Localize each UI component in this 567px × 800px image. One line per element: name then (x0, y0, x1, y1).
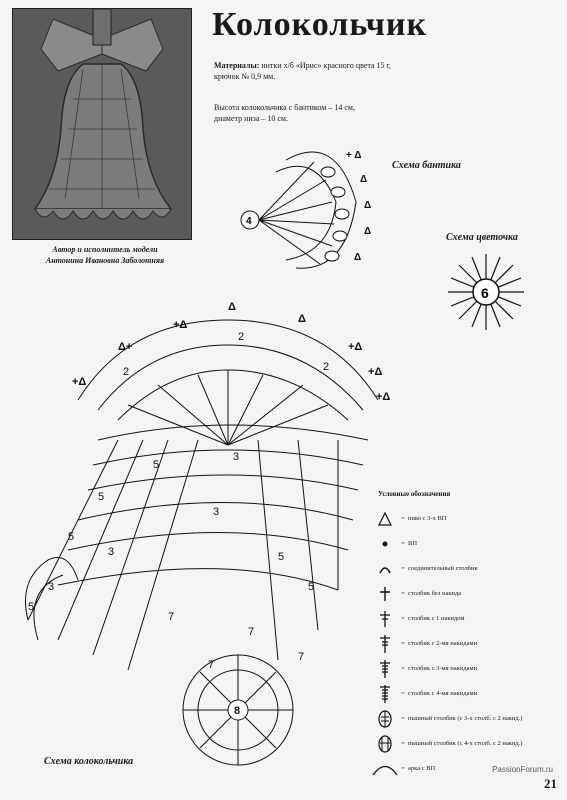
svg-text:+Δ: +Δ (173, 319, 188, 331)
flower-center-number: 6 (481, 285, 489, 301)
bow-scheme-label: Схема бантика (392, 160, 461, 171)
bell-photo (12, 8, 192, 240)
legend-item: = столбик без накида (372, 581, 562, 606)
bell-scheme-label: Схема колокольчика (44, 756, 134, 767)
legend (372, 490, 562, 781)
legend-item: = пико с 3-х ВП (372, 506, 562, 531)
legend-item-text: столбик без накида (408, 590, 462, 597)
materials-text (214, 60, 444, 82)
legend-title: Условные обозначения (378, 490, 451, 498)
legend-item: = столбик с 4-мя накидами (372, 681, 562, 706)
page-number: 21 (544, 776, 557, 791)
svg-text:Δ+: Δ+ (118, 341, 133, 353)
svg-text:Δ: Δ (228, 301, 236, 313)
materials-line-2: крючок № 0,9 мм. (214, 72, 276, 81)
legend-item-text: пышный столбик (с 3-х столб. с 2 накид.) (408, 715, 523, 722)
bell-label-5f: 5 (308, 581, 315, 593)
legend-item: = пышный столбик (с 4-х столб. с 2 накид.) (372, 731, 562, 756)
legend-item: = ВП (372, 531, 562, 556)
svg-text:Δ: Δ (354, 252, 362, 263)
svg-text:Δ: Δ (364, 226, 372, 237)
page-title: Колокольчик (212, 6, 428, 43)
legend-item-text: столбик с 3-мя накидами (408, 665, 478, 672)
bell-label-7a: 7 (168, 611, 175, 623)
svg-text:+Δ: +Δ (348, 341, 363, 353)
legend-item-text: пышный столбик (с 4-х столб. с 2 накид.) (408, 740, 523, 747)
bell-center-number: 8 (234, 705, 241, 717)
bell-label-3d: 3 (108, 546, 115, 558)
bell-label-2c: 2 (323, 361, 330, 373)
arc-small-icon (372, 559, 398, 579)
bow-scheme-diagram (236, 142, 376, 272)
materials-label: Материалы: (214, 61, 260, 70)
legend-item: = соединительный столбик (372, 556, 562, 581)
legend-item: = столбик с 1 накидом (372, 606, 562, 631)
puff3-icon (372, 709, 398, 729)
bell-label-5a: 5 (153, 459, 160, 471)
author-caption (20, 244, 190, 266)
bell-label-5e: 5 (278, 551, 285, 563)
legend-item: = столбик с 3-мя накидами (372, 656, 562, 681)
legend-item: = пышный столбик (с 3-х столб. с 2 накид.) (372, 706, 562, 731)
bell-label-7b: 7 (248, 626, 255, 638)
bell-scheme-diagram (8, 290, 391, 760)
bell-label-2b: 2 (238, 331, 245, 343)
bell-label-3b: 3 (213, 506, 220, 518)
legend-item-text: ВП (408, 540, 418, 547)
puff4-icon (372, 734, 398, 754)
svg-text:+Δ: +Δ (368, 366, 383, 378)
bell-label-5b: 5 (98, 491, 105, 503)
svg-text:Δ: Δ (298, 313, 306, 325)
dc3-icon (372, 659, 398, 679)
dot-icon (372, 534, 398, 554)
flower-scheme-diagram (444, 250, 528, 334)
bell-label-3a: 3 (233, 451, 240, 463)
size-line-1: Высота колокольчика с бантиком – 14 см, (214, 103, 355, 112)
svg-text:Δ: Δ (364, 200, 372, 211)
legend-item-text: арка с ВП (408, 765, 436, 772)
bell-label-5d: 5 (28, 601, 35, 613)
bell-label-7c: 7 (298, 651, 305, 663)
legend-item: = столбик с 2-мя накидами (372, 631, 562, 656)
bell-label-5c: 5 (68, 531, 75, 543)
triangle-icon (372, 509, 398, 529)
legend-item-text: соединительный столбик (408, 565, 478, 572)
arch-icon (372, 759, 398, 779)
watermark: PassionForum.ru (492, 765, 553, 774)
author-line-2: Антонина Ивановна Заболотняя (45, 256, 165, 265)
legend-item-text: пико с 3-х ВП (408, 515, 447, 522)
legend-item-text: столбик с 1 накидом (408, 615, 465, 622)
legend-item-text: столбик с 2-мя накидами (408, 640, 478, 647)
svg-text:Δ: Δ (360, 174, 368, 185)
materials-line-1: нитки х/б «Ирис» красного цвета 15 г, (259, 61, 391, 70)
dc4-icon (372, 684, 398, 704)
flower-scheme-label: Схема цветочка (446, 232, 518, 243)
size-line-2: диаметр низа – 10 см. (214, 114, 288, 123)
bell-label-2a: 2 (123, 366, 130, 378)
legend-item-text: столбик с 4-мя накидами (408, 690, 478, 697)
svg-text:+Δ: +Δ (376, 391, 391, 403)
cross-icon (372, 584, 398, 604)
svg-text:+Δ: +Δ (72, 376, 87, 388)
svg-text:+ Δ: + Δ (346, 150, 362, 161)
bow-center-number: 4 (246, 216, 252, 227)
dc1-icon (372, 609, 398, 629)
dc2-icon (372, 634, 398, 654)
size-text (214, 102, 444, 124)
crochet-bell-image (13, 9, 191, 239)
author-line-1: Автор и исполнитель модели (52, 245, 158, 254)
bell-label-7d: 7 (208, 659, 215, 671)
legend-item: = арка с ВП (372, 756, 562, 781)
bell-label-3c: 3 (48, 581, 55, 593)
